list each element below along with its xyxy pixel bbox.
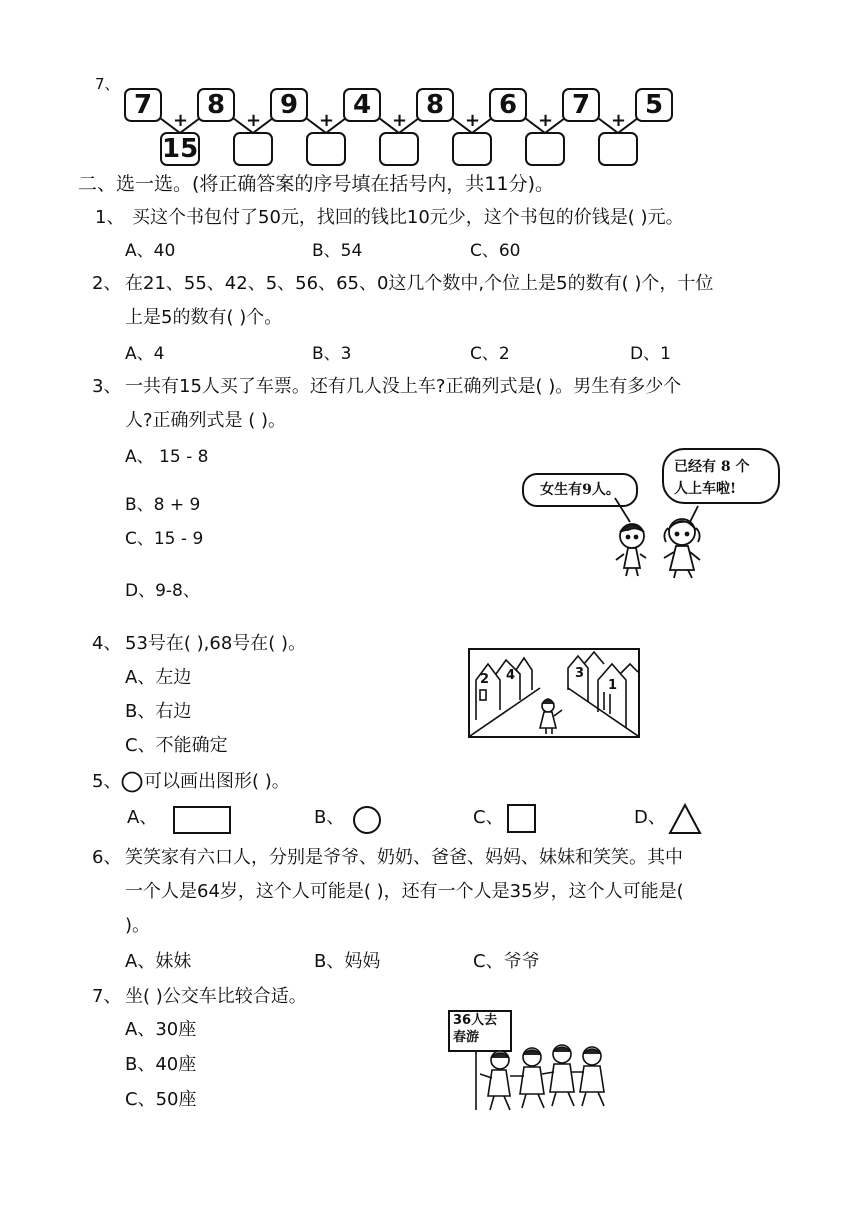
q2-option-a[interactable]: A、4 — [125, 344, 165, 364]
q7-option-a[interactable]: A、30座 — [125, 1019, 197, 1040]
plus-sign: + — [392, 110, 408, 131]
bubble-line: 人上车啦! — [674, 481, 737, 497]
plus-sign: + — [465, 110, 481, 131]
q3-option-a[interactable]: A、 15 - 8 — [125, 447, 209, 467]
sign-line: 春游 — [453, 1030, 480, 1045]
sign-line: 36人去 — [453, 1013, 498, 1028]
q5-option-b[interactable]: B、 — [314, 807, 345, 828]
plus-sign: + — [538, 110, 554, 131]
plus-sign: + — [319, 110, 335, 131]
children-drawing — [600, 500, 720, 580]
chain-answer-box[interactable] — [233, 132, 273, 166]
chain-top-box: 4 — [343, 88, 381, 122]
q7-text: 坐( )公交车比较合适。 — [125, 986, 307, 1007]
chain-answer-box[interactable]: 15 — [162, 134, 199, 164]
q3-line1: 一共有15人买了车票。还有几人没上车?正确列式是( )。男生有多少个 — [125, 376, 682, 397]
q6-option-c[interactable]: C、爷爷 — [473, 951, 540, 972]
q4-number: 4、 — [92, 633, 122, 654]
q3-option-c[interactable]: C、15 - 9 — [125, 529, 204, 549]
q4-option-b[interactable]: B、右边 — [125, 701, 192, 722]
chain-answer-box[interactable] — [379, 132, 419, 166]
q5-option-d[interactable]: D、 — [634, 807, 666, 828]
q4-option-a[interactable]: A、左边 — [125, 667, 192, 688]
plus-sign: + — [246, 110, 262, 131]
q5-option-a[interactable]: A、 — [127, 807, 158, 828]
house-number: 1 — [608, 678, 618, 693]
q6-option-a[interactable]: A、妹妹 — [125, 951, 192, 972]
q7-number: 7、 — [92, 986, 122, 1007]
girls-speech-bubble: 女生有9人。 — [522, 473, 638, 507]
q3-option-b[interactable]: B、8 + 9 — [125, 495, 201, 515]
q2-line1: 在21、55、42、5、56、65、0这几个数中,个位上是5的数有( )个，十位 — [125, 273, 714, 294]
q4-option-c[interactable]: C、不能确定 — [125, 735, 228, 756]
q6-number: 6、 — [92, 847, 122, 868]
chain-top-box: 8 — [197, 88, 235, 122]
q2-option-c[interactable]: C、2 — [470, 344, 510, 364]
rectangle-icon — [173, 805, 231, 835]
children-group-drawing — [470, 1040, 615, 1115]
chain-answer-box[interactable] — [598, 132, 638, 166]
circle-icon — [121, 771, 143, 793]
q3-option-d[interactable]: D、9-8、 — [125, 581, 200, 601]
chain-top-box: 7 — [562, 88, 600, 122]
q6-option-b[interactable]: B、妈妈 — [314, 951, 381, 972]
q1-text: 买这个书包付了50元，找回的钱比10元少，这个书包的价钱是( )元。 — [132, 207, 684, 228]
street-picture — [468, 648, 640, 738]
q7-option-b[interactable]: B、40座 — [125, 1054, 197, 1075]
chain-answer-box[interactable] — [306, 132, 346, 166]
q2-option-d[interactable]: D、1 — [630, 344, 671, 364]
q1-option-a[interactable]: A、40 — [125, 241, 176, 261]
house-number: 3 — [575, 666, 585, 681]
triangle-icon — [668, 803, 702, 835]
section-heading: 二、选一选。(将正确答案的序号填在括号内，共11分)。 — [78, 173, 555, 195]
boys-speech-bubble — [662, 448, 780, 504]
chain-top-box: 7 — [124, 88, 162, 122]
house-number: 4 — [506, 668, 516, 683]
chain-top-box: 9 — [270, 88, 308, 122]
q2-number: 2、 — [92, 273, 122, 294]
street-drawing — [470, 650, 638, 736]
q2-line2: 上是5的数有( )个。 — [125, 307, 283, 328]
plus-sign: + — [173, 110, 189, 131]
q5-option-c[interactable]: C、 — [473, 807, 504, 828]
q2-option-b[interactable]: B、3 — [312, 344, 352, 364]
circle-icon — [352, 805, 382, 835]
chain-top-box: 8 — [416, 88, 454, 122]
chain-top-box: 6 — [489, 88, 527, 122]
square-icon — [507, 804, 537, 834]
q6-line3: )。 — [125, 915, 151, 936]
q7-top-number: 7、 — [95, 75, 120, 93]
q7-option-c[interactable]: C、50座 — [125, 1089, 197, 1110]
bubble-line: 已经有 8 个 — [674, 459, 750, 475]
q5-number: 5、 — [92, 771, 122, 792]
house-number: 2 — [480, 672, 490, 687]
plus-sign: + — [611, 110, 627, 131]
q5-text: 可以画出图形( )。 — [144, 771, 290, 792]
q1-option-c[interactable]: C、60 — [470, 241, 521, 261]
q3-number: 3、 — [92, 376, 122, 397]
q1-number: 1、 — [95, 207, 125, 228]
chain-answer-box[interactable] — [525, 132, 565, 166]
q1-option-b[interactable]: B、54 — [312, 241, 363, 261]
q3-line2: 人?正确列式是 ( )。 — [125, 410, 287, 431]
chain-top-box: 5 — [635, 88, 673, 122]
q6-line2: 一个人是64岁，这个人可能是( )，还有一个人是35岁，这个人可能是( — [125, 881, 684, 902]
chain-answer-box[interactable] — [452, 132, 492, 166]
q4-text: 53号在( ),68号在( )。 — [125, 633, 307, 654]
q6-line1: 笑笑家有六口人，分别是爷爷、奶奶、爸爸、妈妈、妹妹和笑笑。其中 — [125, 847, 683, 868]
